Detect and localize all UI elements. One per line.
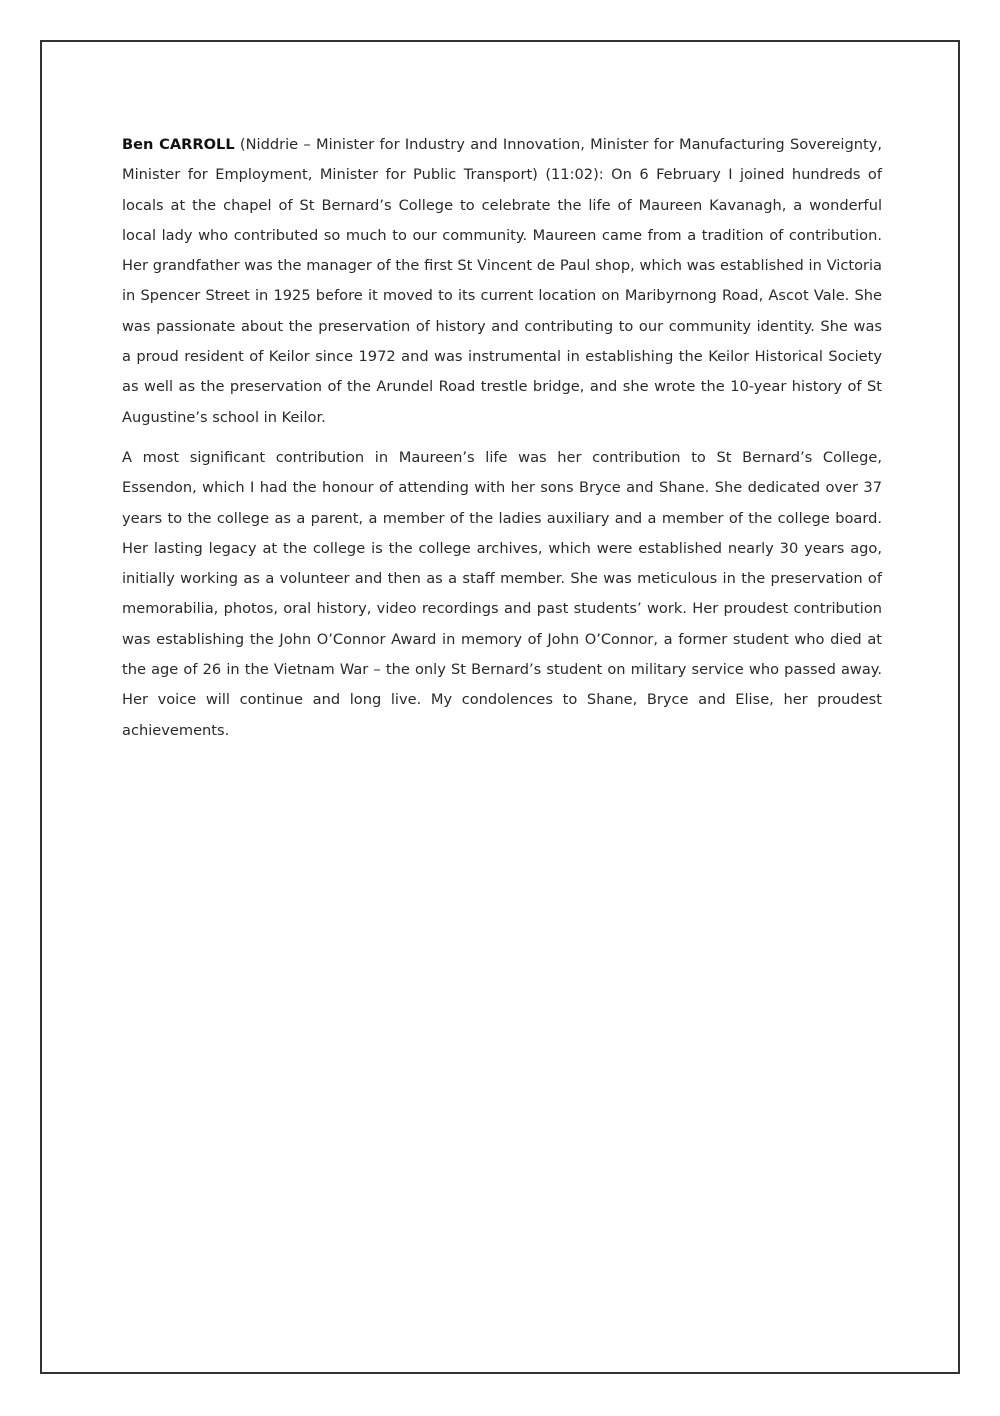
paragraph-2: A most significant contribution in Maureen’s life was her contribution to St Bernard’s College, Essendon, which I had the honour of attending with her sons Bryce and Shane. She dedicated over 37 years to the college as a parent, a member of the ladies auxiliary and a member of the college board. Her lasting legacy at the college is the college archives, which were established nearly 30 years ago, initially working as a volunteer and then as a staff member. She was meticulous in the preservation of memorabilia, photos, oral history, video recordings and past students’ work. Her proudest contribution was establishing the John O’Connor Award in memory of John O’Connor, a former student who died at the age of 26 in the Vietnam War – the only St Bernard’s student on military service who passed away. Her voice will continue and long live. My condolences to Shane, Bryce and Elise, her proudest achievements. [122,448,882,739]
paragraph-1-text: (Niddrie – Minister for Industry and Innovation, Minister for Manufacturing Sovereignty, Minister for Employment, Minister for Public Transport) (11:02): On 6 February I joined hundreds of locals at the chapel of St Bernard’s College to celebrate the life of Maureen Kavanagh, a wonderful local lady who contributed so much to our community. Maureen came from a tradition of contribution. Her grandfather was the manager of the first St Vincent de Paul shop, which was established in Victoria in Spencer Street in 1925 before it moved to its current location on Maribyrnong Road, Ascot Vale. She was passionate about the preservation of history and contributing to our community identity. She was a proud resident of Keilor since 1972 and was instrumental in establishing the Keilor Historical Society as well as the preservation of the Arundel Road trestle bridge, and she wrote the 10-year history of St Augustine’s school in Keilor. [122,136,882,426]
speaker-name: Ben CARROLL [122,136,235,153]
document-body [122,130,882,756]
paragraph-1 [122,130,882,433]
page-frame [40,40,960,1374]
